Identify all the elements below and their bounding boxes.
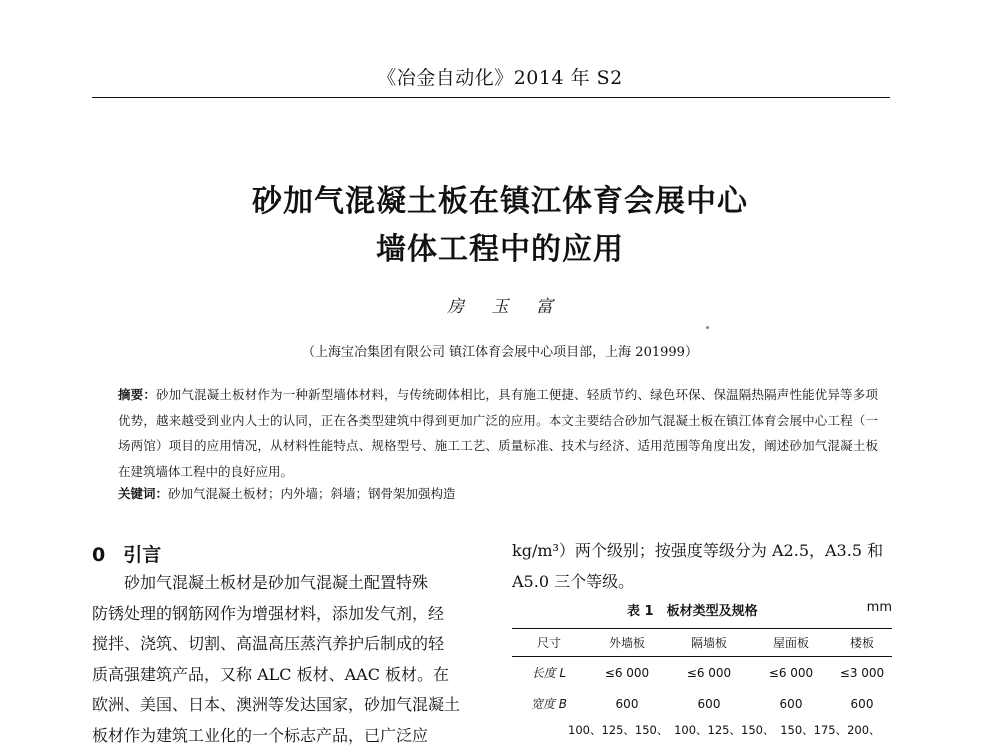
table-row xyxy=(512,657,892,689)
author-char-1: 房 xyxy=(447,292,464,317)
table-partial-row: 100、125、150、 100、125、150、 150、175、200、 xyxy=(568,722,881,738)
table-header-cell: 屋面板 xyxy=(750,629,832,657)
table-cell: 600 xyxy=(832,688,892,719)
journal-header: 《冶金自动化》2014 年 S2 xyxy=(0,63,1000,90)
body-left-line: 防锈处理的钢筋网作为增强材料，添加发气剂，经 xyxy=(92,599,484,630)
affiliation: （上海宝冶集团有限公司 镇江体育会展中心项目部，上海 201999） xyxy=(0,341,1000,360)
table-header-cell: 尺寸 xyxy=(512,629,586,657)
table-cell: ≤6 000 xyxy=(668,657,750,689)
abstract xyxy=(118,382,878,484)
table-cell: ≤6 000 xyxy=(750,657,832,689)
author xyxy=(0,292,1000,317)
body-left-line: 欧洲、美国、日本、澳洲等发达国家，砂加气混凝土 xyxy=(92,690,484,721)
keywords-text: 砂加气混凝土板材；内外墙；斜墙；钢骨架加强构造 xyxy=(168,486,456,501)
table-caption-text: 表 1 板材类型及规格 xyxy=(627,600,758,619)
section-title: 引言 xyxy=(123,544,161,566)
table-header-cell: 楼板 xyxy=(832,629,892,657)
table-cell: 600 xyxy=(586,688,668,719)
section-number: 0 xyxy=(92,544,105,566)
section-heading xyxy=(92,540,161,567)
table-cell: 600 xyxy=(750,688,832,719)
table-cell: 长度 L xyxy=(512,657,586,689)
body-left-column xyxy=(92,568,484,751)
paper-title-line-2: 墙体工程中的应用 xyxy=(0,224,1000,268)
abstract-label: 摘要： xyxy=(118,387,156,402)
body-right-column xyxy=(512,536,892,597)
table-cell: 600 xyxy=(668,688,750,719)
author-char-3: 富 xyxy=(536,292,553,317)
abstract-text: 砂加气混凝土板材作为一种新型墙体材料，与传统砌体相比，具有施工便捷、轻质节约、绿色环保、保温隔热隔声性能优异等多项优势，越来越受到业内人士的认同，正在各类型建筑中得到更加广泛的应用。本文主要结合砂加气混凝土板在镇江体育会展中心工程（一场两馆）项目的应用情况，从材料性能特点、规格型号、施工工艺、质量标准、技术与经济、适用范围等角度出发，阐述砂加气混凝土板在建筑墙体工程中的良好应用。 xyxy=(118,387,878,479)
body-right-line: kg/m³）两个级别；按强度等级分为 A2.5，A3.5 和 xyxy=(512,536,892,567)
spec-table xyxy=(512,628,892,719)
body-left-line: 板材作为建筑工业化的一个标志产品，已广泛应 xyxy=(92,721,484,751)
table-row xyxy=(512,688,892,719)
keywords-label: 关键词： xyxy=(118,486,168,501)
table-cell: ≤6 000 xyxy=(586,657,668,689)
table-header-row xyxy=(512,629,892,657)
table-header-cell: 隔墙板 xyxy=(668,629,750,657)
body-left-line: 质高强建筑产品，又称 ALC 板材、AAC 板材。在 xyxy=(92,660,484,691)
header-rule xyxy=(92,97,890,98)
table-cell: ≤3 000 xyxy=(832,657,892,689)
scan-speck xyxy=(706,326,709,329)
table-header-cell: 外墙板 xyxy=(586,629,668,657)
table-unit: mm xyxy=(867,600,892,615)
keywords xyxy=(118,484,456,502)
body-left-line: 搅拌、浇筑、切割、高温高压蒸汽养护后制成的轻 xyxy=(92,629,484,660)
body-right-line: A5.0 三个等级。 xyxy=(512,567,892,598)
author-char-2: 玉 xyxy=(492,292,509,317)
paper-title-line-1: 砂加气混凝土板在镇江体育会展中心 xyxy=(0,176,1000,220)
table-cell: 宽度 B xyxy=(512,688,586,719)
body-left-line: 砂加气混凝土板材是砂加气混凝土配置特殊 xyxy=(92,568,484,599)
